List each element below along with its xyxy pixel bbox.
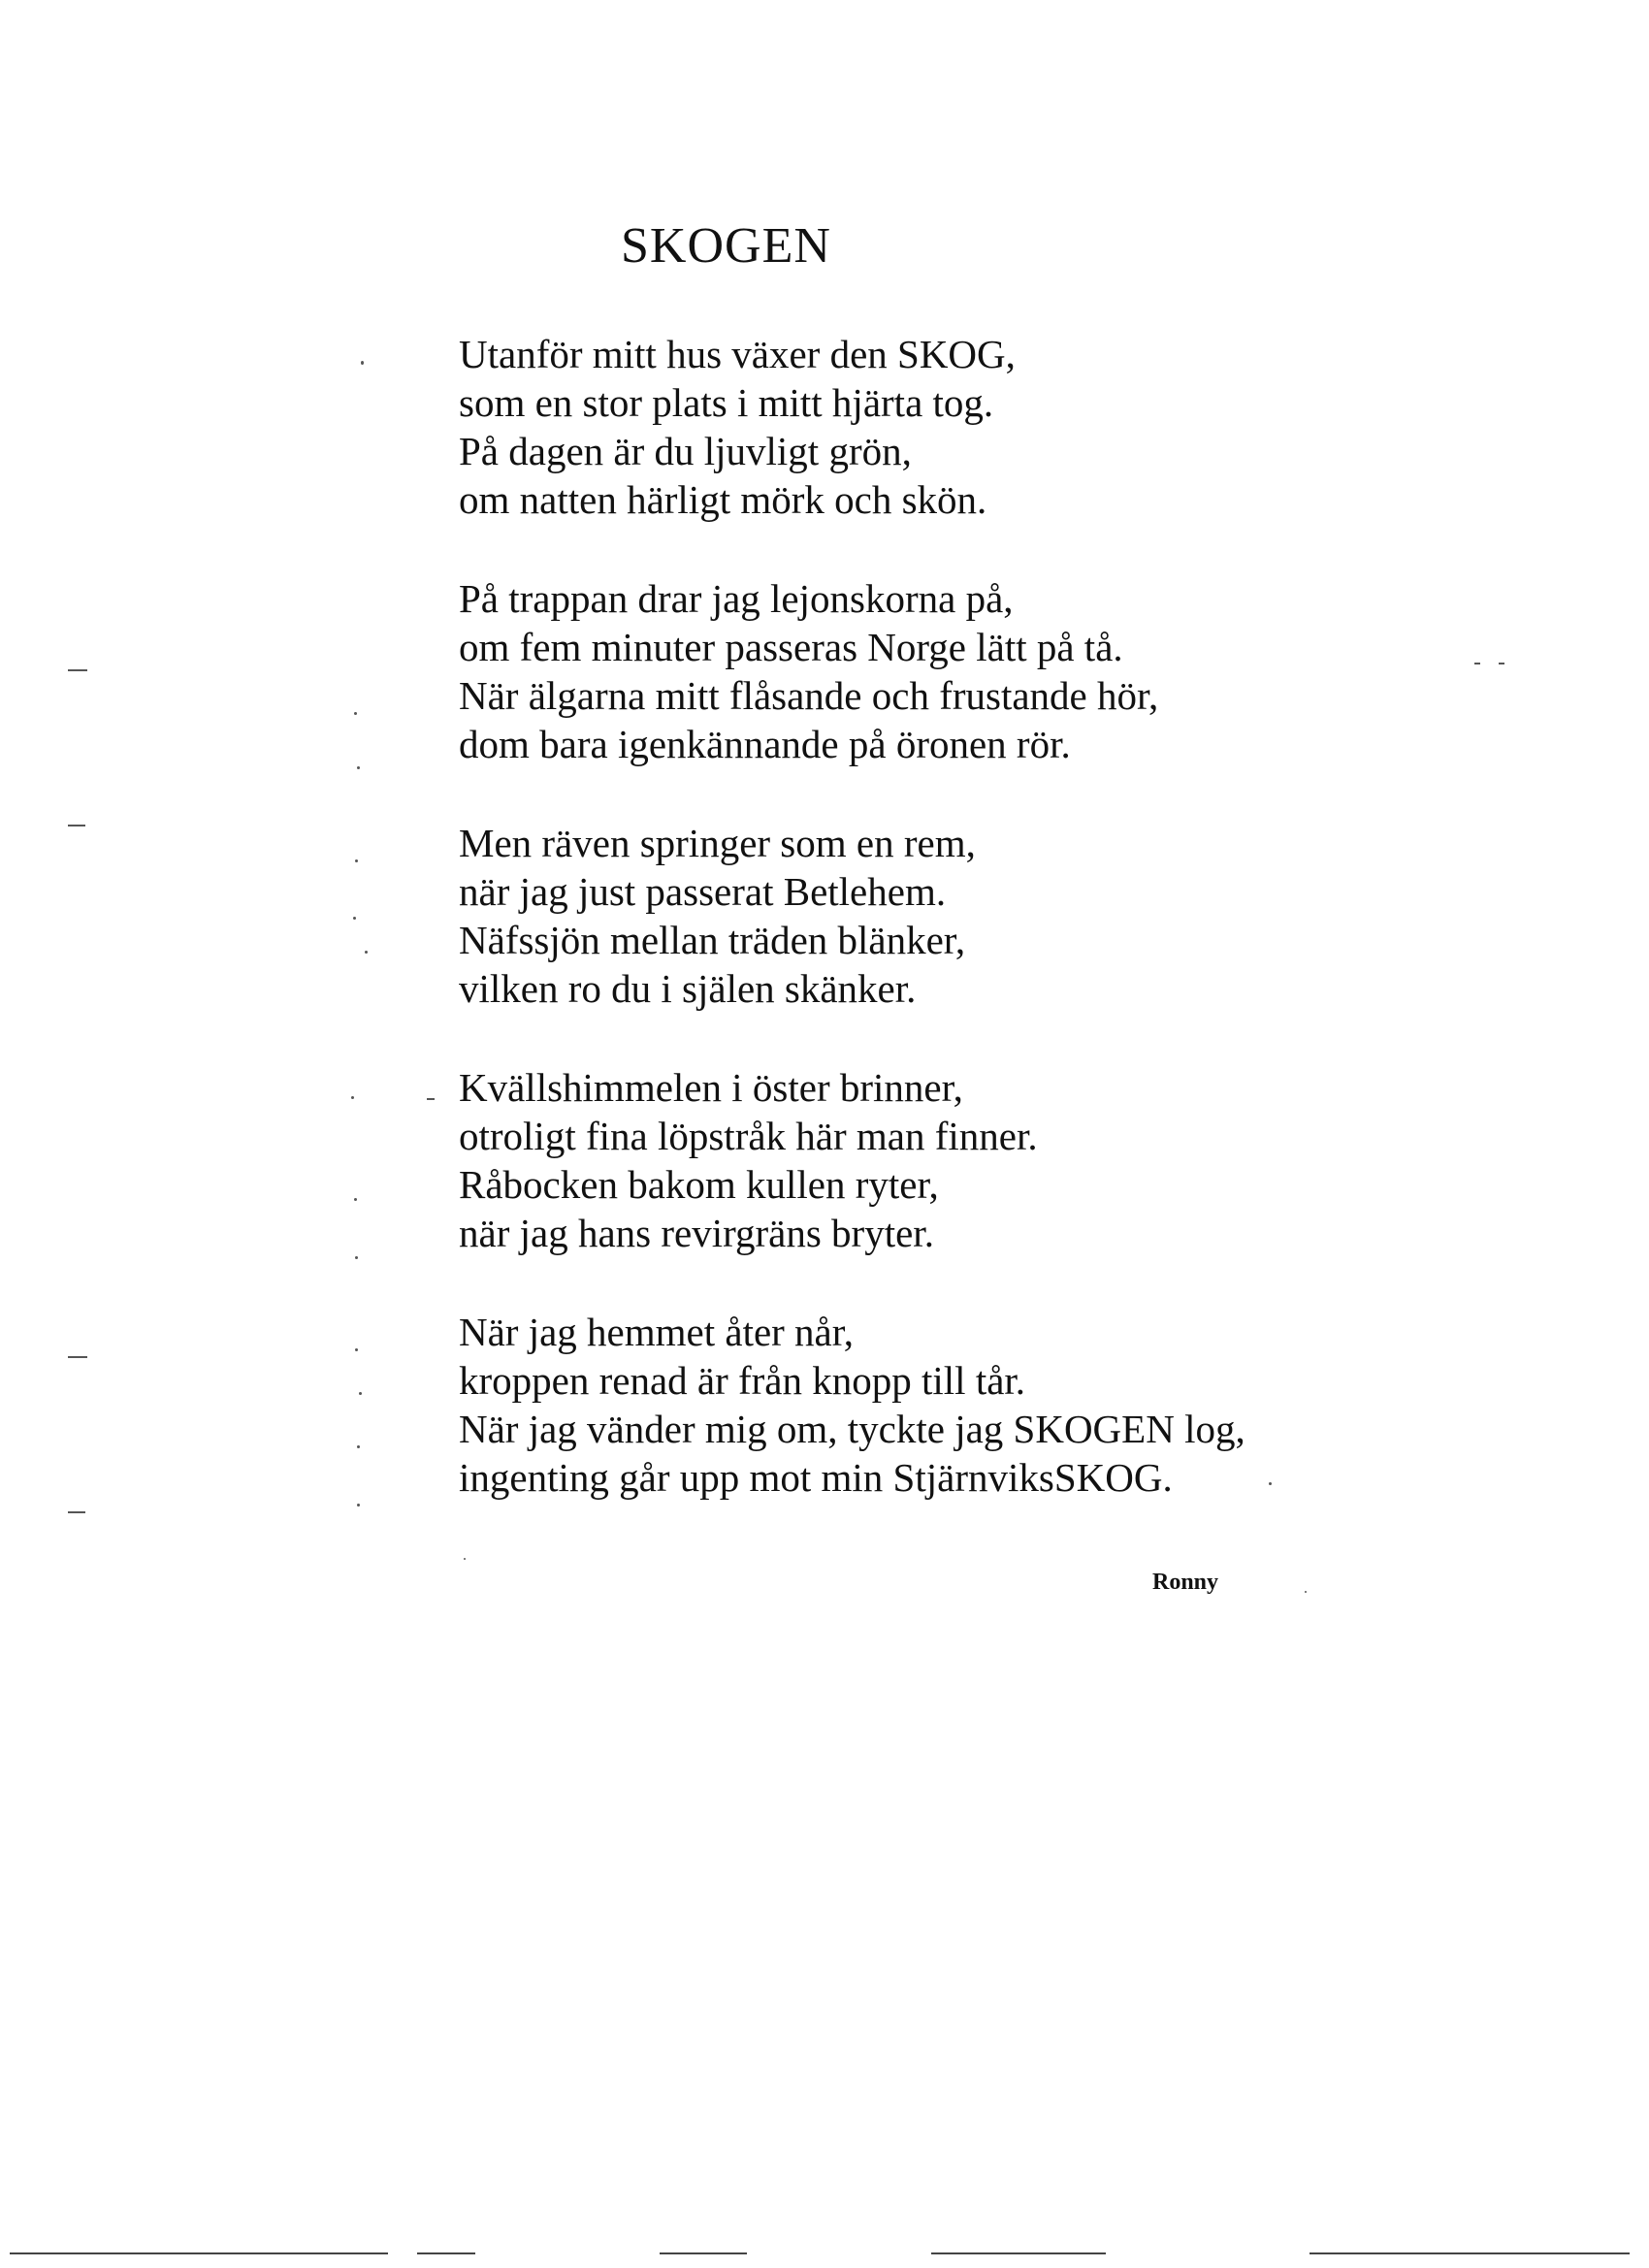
scan-speck — [357, 1445, 360, 1448]
poem-line: På trappan drar jag lejonskorna på, — [459, 576, 1014, 621]
poem-line: som en stor plats i mitt hjärta tog. — [459, 380, 994, 425]
poem-line: När jag vänder mig om, tyckte jag SKOGEN log, — [459, 1407, 1245, 1451]
poem-line: Utanför mitt hus växer den SKOG, — [459, 332, 1016, 376]
scan-mark — [68, 669, 87, 671]
poem-line: Men räven springer som en rem, — [459, 821, 976, 865]
stanza — [459, 1308, 1429, 1502]
scan-edge-line — [931, 2252, 1106, 2254]
scan-speck — [355, 1348, 358, 1351]
scan-mark — [68, 1356, 87, 1358]
scan-mark — [1474, 663, 1480, 664]
scan-speck — [355, 859, 358, 862]
scan-speck — [354, 1198, 357, 1201]
scan-speck — [1305, 1591, 1307, 1593]
stanza — [459, 574, 1429, 768]
poem-line: På dagen är du ljuvligt grön, — [459, 429, 912, 473]
poem-body — [459, 330, 1429, 1552]
poem-line: om fem minuter passeras Norge lätt på tå. — [459, 625, 1123, 669]
poem-line: ingenting går upp mot min StjärnviksSKOG. — [459, 1455, 1173, 1500]
scan-edge-line — [1310, 2252, 1630, 2254]
scan-edge-line — [660, 2252, 747, 2254]
scan-mark — [427, 1098, 435, 1100]
scan-edge-line — [10, 2252, 388, 2254]
poem-line: Kvällshimmelen i öster brinner, — [459, 1065, 963, 1110]
scan-speck — [359, 1392, 362, 1395]
scan-edge-line — [417, 2252, 475, 2254]
poem-line: vilken ro du i själen skänker. — [459, 966, 917, 1011]
stanza — [459, 330, 1429, 524]
stanza — [459, 819, 1429, 1013]
stanza — [459, 1063, 1429, 1257]
poem-line: kroppen renad är från knopp till tår. — [459, 1358, 1026, 1403]
scan-speck — [357, 766, 360, 769]
scan-speck — [353, 917, 356, 920]
poem-line: otroligt fina löpstråk här man finner. — [459, 1114, 1038, 1158]
scan-mark — [68, 825, 85, 826]
scan-mark — [68, 1511, 85, 1513]
signature: Ronny — [1152, 1570, 1219, 1595]
poem-line: När älgarna mitt flåsande och frustande hör, — [459, 673, 1159, 718]
scan-speck — [361, 361, 364, 365]
poem-title: SKOGEN — [621, 218, 831, 274]
poem-line: när jag hans revirgräns bryter. — [459, 1211, 934, 1255]
poem-line: Näfssjön mellan träden blänker, — [459, 918, 966, 962]
scan-mark — [1499, 663, 1504, 664]
scan-speck — [1269, 1482, 1272, 1485]
scan-speck — [357, 1504, 360, 1507]
scan-speck — [351, 1096, 354, 1099]
poem-line: om natten härligt mörk och skön. — [459, 477, 987, 522]
poem-line: När jag hemmet åter når, — [459, 1310, 855, 1354]
scan-speck — [354, 712, 357, 715]
poem-line: Råbocken bakom kullen ryter, — [459, 1162, 939, 1207]
scan-speck — [355, 1256, 358, 1259]
poem-line: när jag just passerat Betlehem. — [459, 869, 947, 914]
poem-line: dom bara igenkännande på öronen rör. — [459, 722, 1071, 766]
scan-speck — [464, 1558, 466, 1560]
scan-speck — [365, 951, 368, 954]
